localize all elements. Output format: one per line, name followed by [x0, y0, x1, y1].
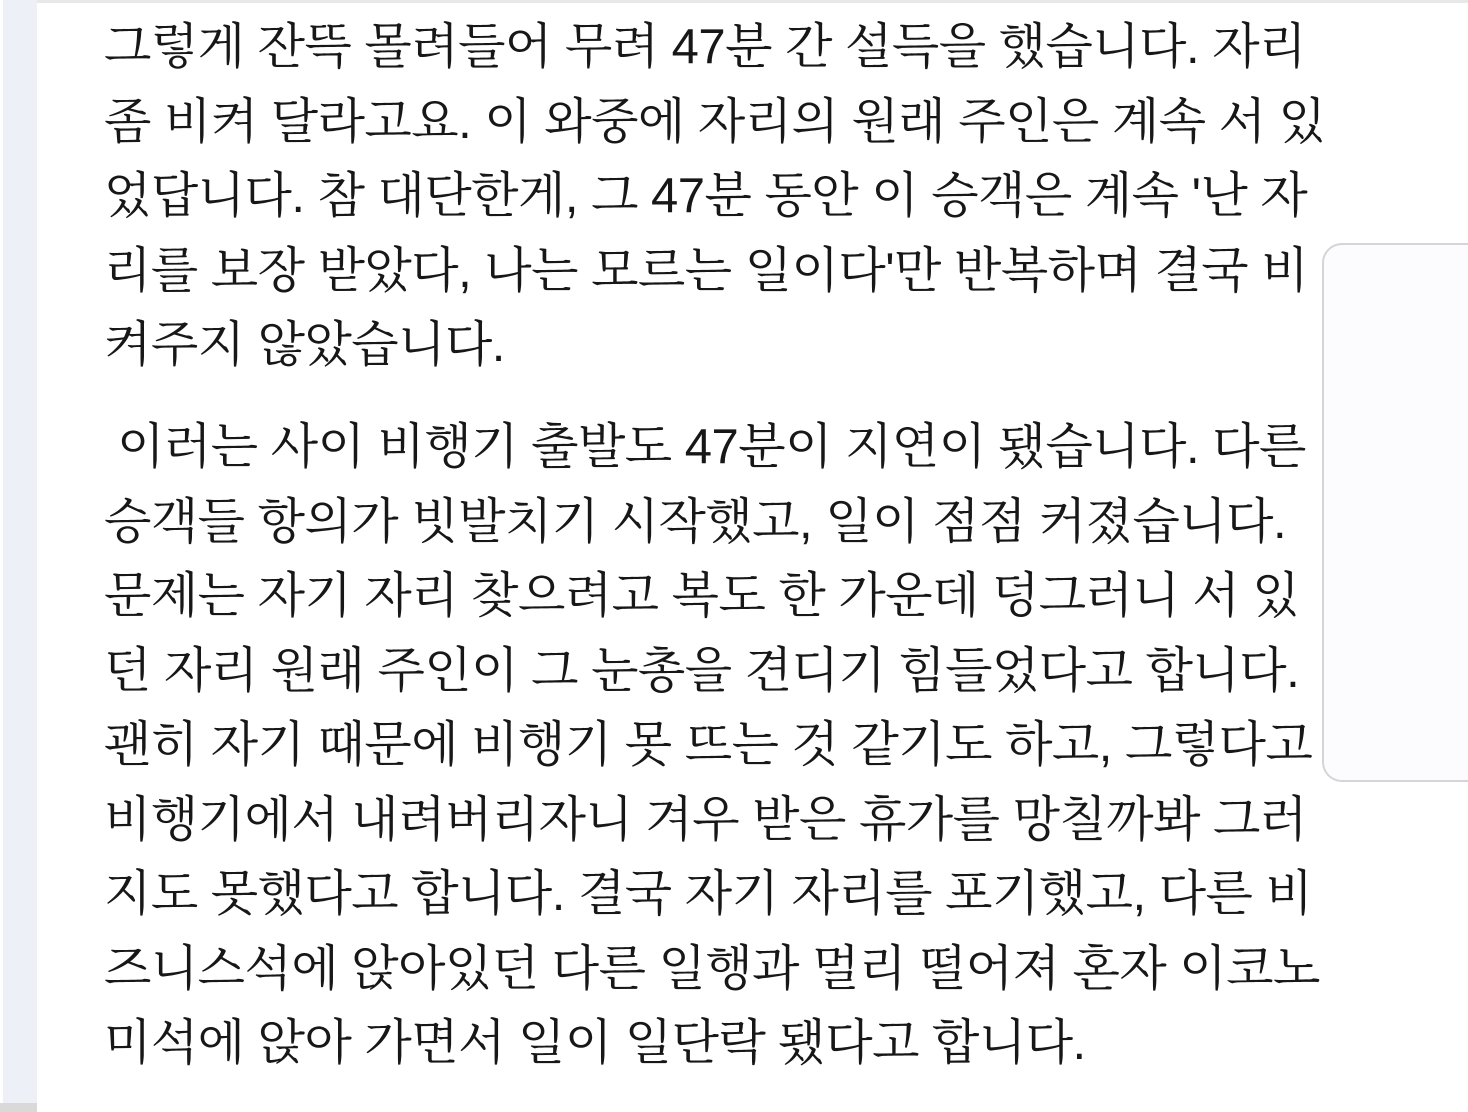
text-line: 켜주지 않았습니다.: [104, 318, 505, 372]
text-line: 던 자리 원래 주인이 그 눈총을 견디기 힘들었다고 합니다.: [104, 643, 1300, 698]
text-line: 미석에 앉아 가면서 일이 일단락 됐다고 합니다.: [104, 1016, 1086, 1070]
scroll-handle[interactable]: [1322, 243, 1468, 782]
text-line: 문제는 자기 자리 찾으려고 복도 한 가운데 덩그러니 서 있: [104, 569, 1300, 623]
text-line: 리를 보장 받았다, 나는 모르는 일이다'만 반복하며 결국 비: [104, 243, 1309, 298]
text-line: 이러는 사이 비행기 출발도 47분이 지연이 됐습니다. 다른: [104, 420, 1306, 474]
paragraph-1: [104, 10, 1334, 383]
text-line: 즈니스석에 앉아있던 다른 일행과 멀리 떨어져 혼자 이코노: [104, 941, 1320, 996]
bottom-left-block: [0, 1103, 37, 1112]
text-line: 그렇게 잔뜩 몰려들어 무려 47분 간 설득을 했습니다. 자리: [104, 20, 1306, 74]
left-edge-strip: [3, 0, 37, 1103]
paragraph-2: [104, 410, 1334, 1081]
text-line: 승객들 항의가 빗발치기 시작했고, 일이 점점 커졌습니다.: [104, 494, 1287, 549]
text-line: 지도 못했다고 합니다. 결국 자기 자리를 포기했고, 다른 비: [104, 867, 1313, 921]
text-line: 비행기에서 내려버리자니 겨우 받은 휴가를 망칠까봐 그러: [104, 792, 1307, 847]
top-divider: [37, 0, 1468, 3]
text-line: 었답니다. 참 대단한게, 그 47분 동안 이 승객은 계속 '난 자: [104, 169, 1308, 223]
text-line: 좀 비켜 달라고요. 이 와중에 자리의 원래 주인은 계속 서 있: [104, 94, 1326, 149]
text-line: 괜히 자기 때문에 비행기 못 뜨는 것 같기도 하고, 그렇다고: [104, 718, 1313, 772]
